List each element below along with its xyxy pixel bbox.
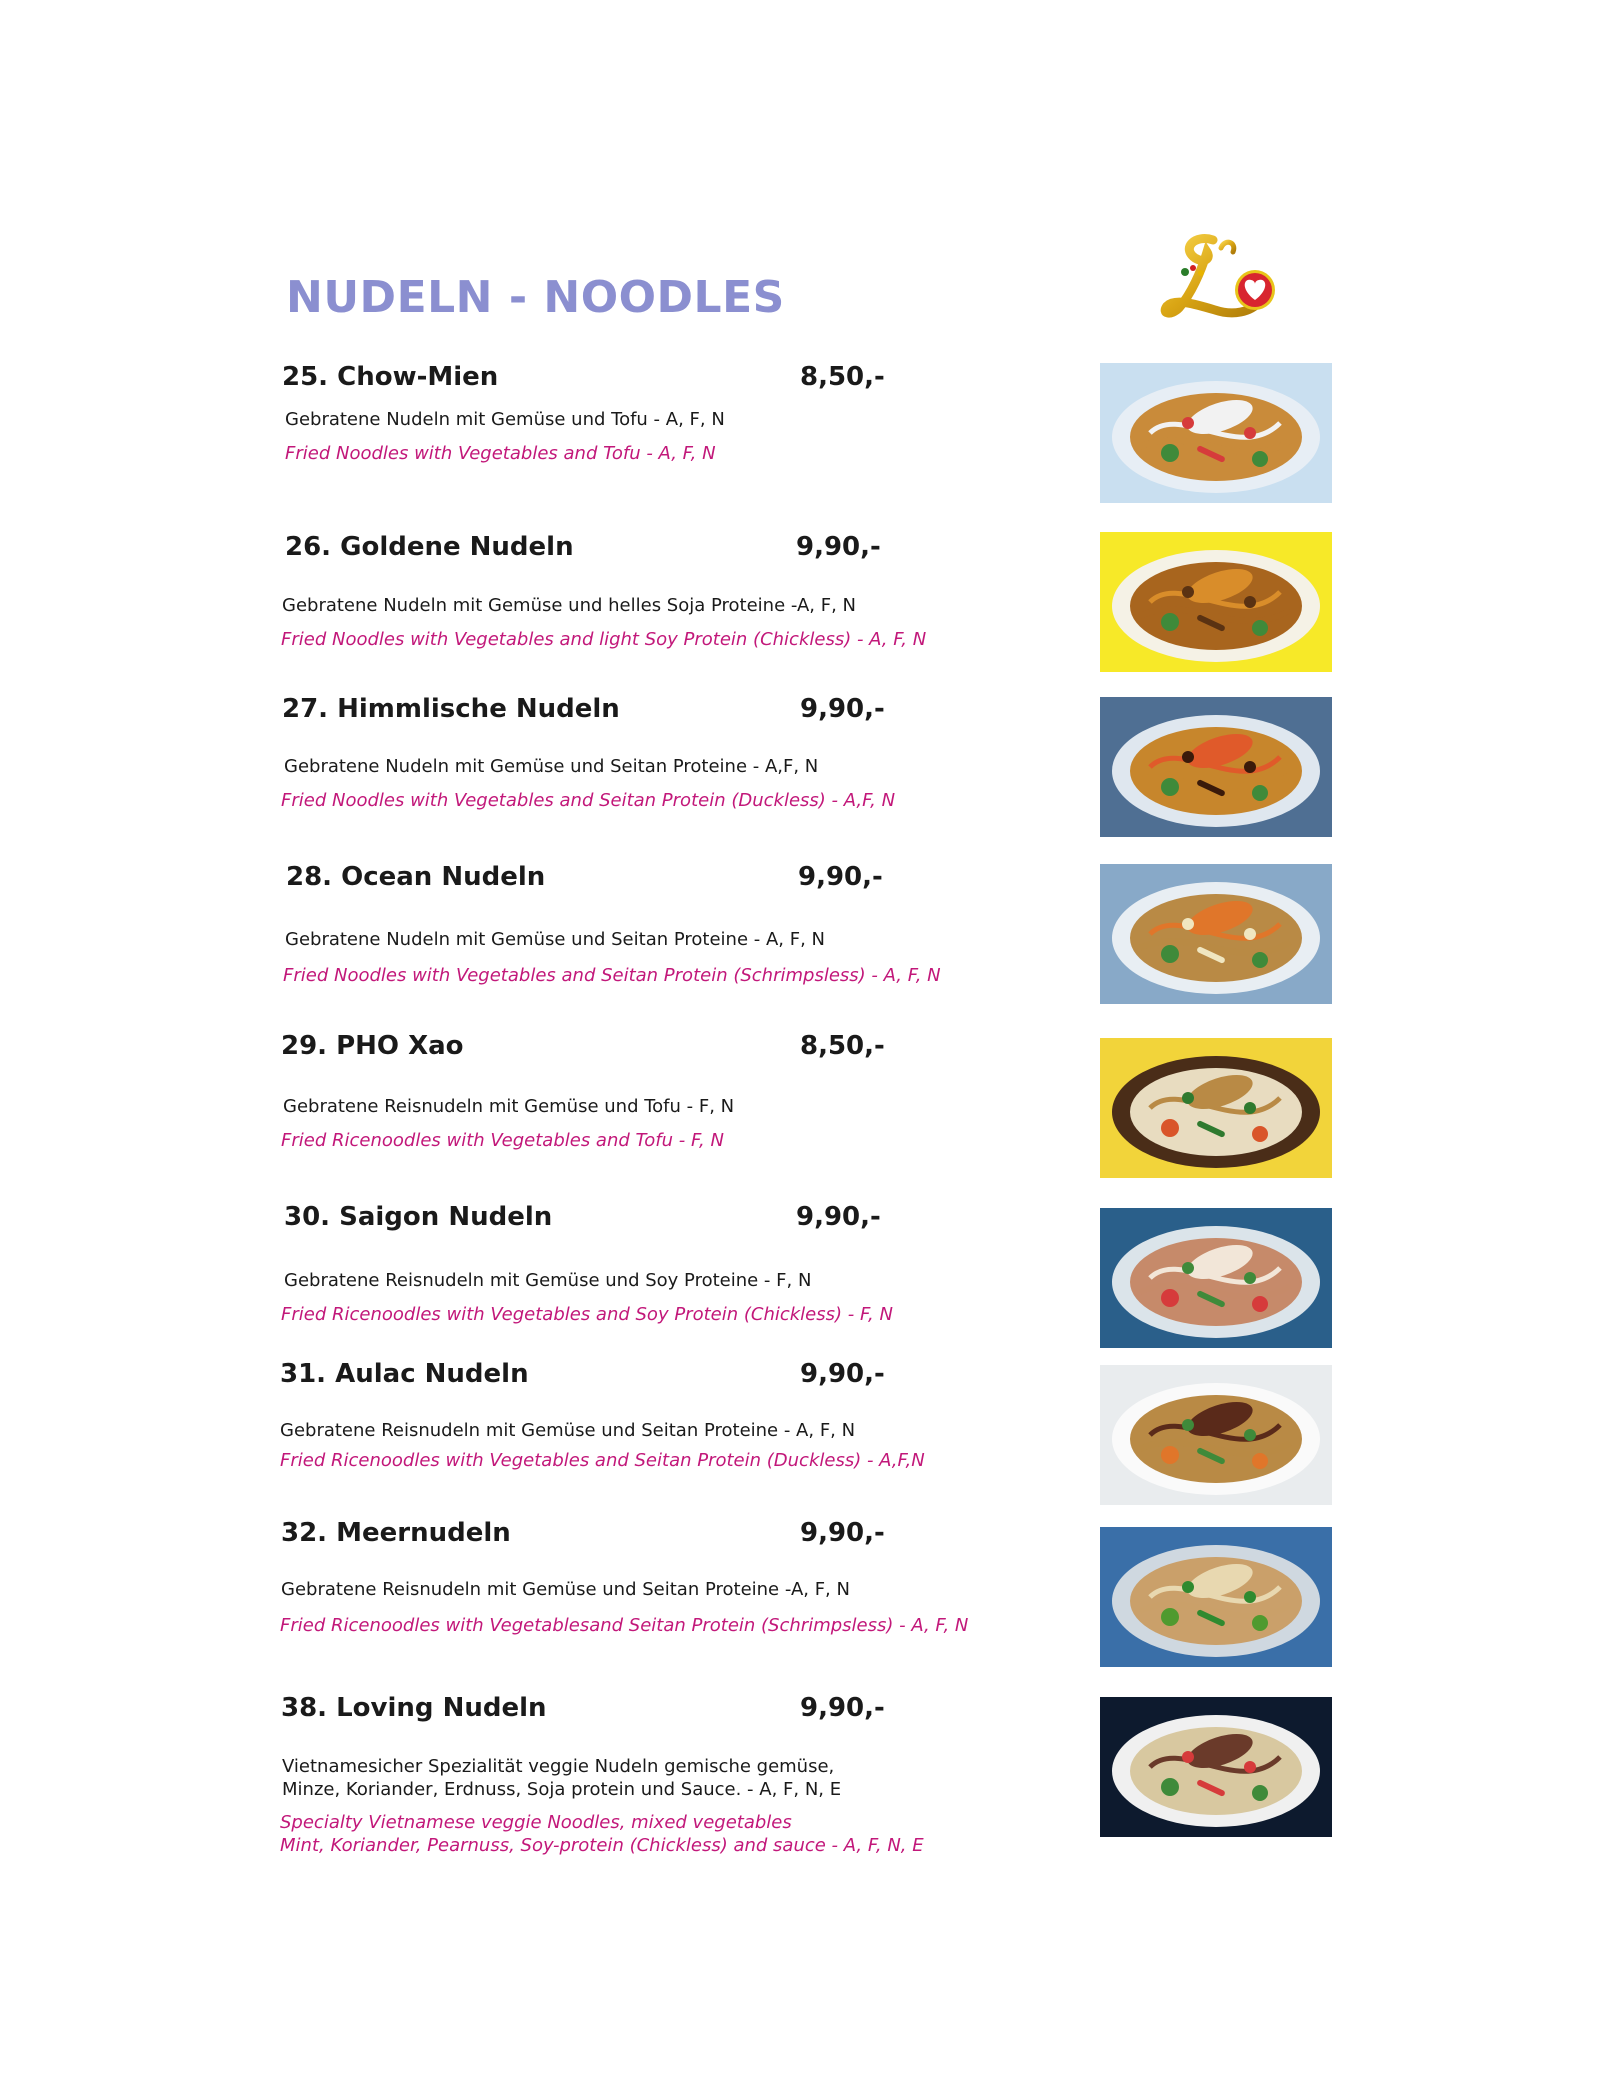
- dish-name: 38. Loving Nudeln: [281, 1693, 547, 1723]
- dish-description-english: Fried Ricenoodles with Vegetables and Seitan Protein (Duckless) - A,F,N: [280, 1450, 925, 1471]
- dish-description-german: Gebratene Nudeln mit Gemüse und helles Soja Proteine -A, F, N: [282, 595, 856, 616]
- dish-description-english: Fried Noodles with Vegetables and Seitan Protein (Schrimpsless) - A, F, N: [283, 965, 941, 986]
- golden-noodles-photo: [1100, 532, 1332, 672]
- dish-name: 30. Saigon Nudeln: [284, 1202, 553, 1232]
- dish-description-english: Fried Noodles with Vegetables and light Soy Protein (Chickless) - A, F, N: [281, 629, 927, 650]
- dish-price: 9,90,-: [798, 862, 883, 892]
- saigon-noodles-photo: [1100, 1208, 1332, 1348]
- dish-name: 28. Ocean Nudeln: [286, 862, 546, 892]
- ocean-noodles-photo: [1100, 864, 1332, 1004]
- dish-description-english: Mint, Koriander, Pearnuss, Soy-protein (Chickless) and sauce - A, F, N, E: [280, 1835, 924, 1856]
- heavenly-noodles-photo: [1100, 697, 1332, 837]
- dish-description-german: Gebratene Nudeln mit Gemüse und Tofu - A, F, N: [285, 409, 725, 430]
- dish-description-english: Fried Noodles with Vegetables and Tofu - A, F, N: [285, 443, 716, 464]
- restaurant-logo: [1155, 228, 1285, 328]
- dish-price: 8,50,-: [800, 362, 885, 392]
- dish-name: 25. Chow-Mien: [282, 362, 499, 392]
- dish-description-german: Vietnamesicher Spezialität veggie Nudeln gemische gemüse,: [282, 1756, 835, 1777]
- dish-name: 26. Goldene Nudeln: [285, 532, 574, 562]
- dish-description-english: Fried Ricenoodles with Vegetablesand Seitan Protein (Schrimpsless) - A, F, N: [280, 1615, 969, 1636]
- dish-price: 9,90,-: [796, 532, 881, 562]
- dish-description-german: Gebratene Nudeln mit Gemüse und Seitan Proteine - A, F, N: [285, 929, 825, 950]
- dish-price: 9,90,-: [800, 1359, 885, 1389]
- dish-name: 29. PHO Xao: [281, 1031, 464, 1061]
- loving-noodles-photo: [1100, 1697, 1332, 1837]
- loving-heart-logo-icon: [1155, 228, 1285, 328]
- dish-price: 9,90,-: [796, 1202, 881, 1232]
- fried-noodles-tofu-photo: [1100, 363, 1332, 503]
- dish-description-english: Fried Noodles with Vegetables and Seitan Protein (Duckless) - A,F, N: [281, 790, 896, 811]
- dish-description-german: Gebratene Reisnudeln mit Gemüse und Tofu - F, N: [283, 1096, 735, 1117]
- dish-price: 8,50,-: [800, 1031, 885, 1061]
- dish-name: 27. Himmlische Nudeln: [282, 694, 620, 724]
- dish-description-german: Gebratene Reisnudeln mit Gemüse und Seitan Proteine -A, F, N: [281, 1579, 850, 1600]
- aulac-noodles-photo: [1100, 1365, 1332, 1505]
- dish-price: 9,90,-: [800, 1693, 885, 1723]
- dish-price: 9,90,-: [800, 694, 885, 724]
- dish-description-english: Fried Ricenoodles with Vegetables and Soy Protein (Chickless) - F, N: [281, 1304, 893, 1325]
- dish-description-german: Minze, Koriander, Erdnuss, Soja protein und Sauce. - A, F, N, E: [282, 1779, 842, 1800]
- dish-description-german: Gebratene Reisnudeln mit Gemüse und Seitan Proteine - A, F, N: [280, 1420, 856, 1441]
- dish-description-english: Fried Ricenoodles with Vegetables and Tofu - F, N: [281, 1130, 724, 1151]
- sea-noodles-photo: [1100, 1527, 1332, 1667]
- dish-name: 32. Meernudeln: [281, 1518, 511, 1548]
- page-title: NUDELN - NOODLES: [286, 272, 785, 323]
- dish-price: 9,90,-: [800, 1518, 885, 1548]
- dish-name: 31. Aulac Nudeln: [280, 1359, 529, 1389]
- pho-xao-photo: [1100, 1038, 1332, 1178]
- dish-description-english: Specialty Vietnamese veggie Noodles, mixed vegetables: [280, 1812, 792, 1833]
- dish-description-german: Gebratene Reisnudeln mit Gemüse und Soy Proteine - F, N: [284, 1270, 812, 1291]
- dish-description-german: Gebratene Nudeln mit Gemüse und Seitan Proteine - A,F, N: [284, 756, 819, 777]
